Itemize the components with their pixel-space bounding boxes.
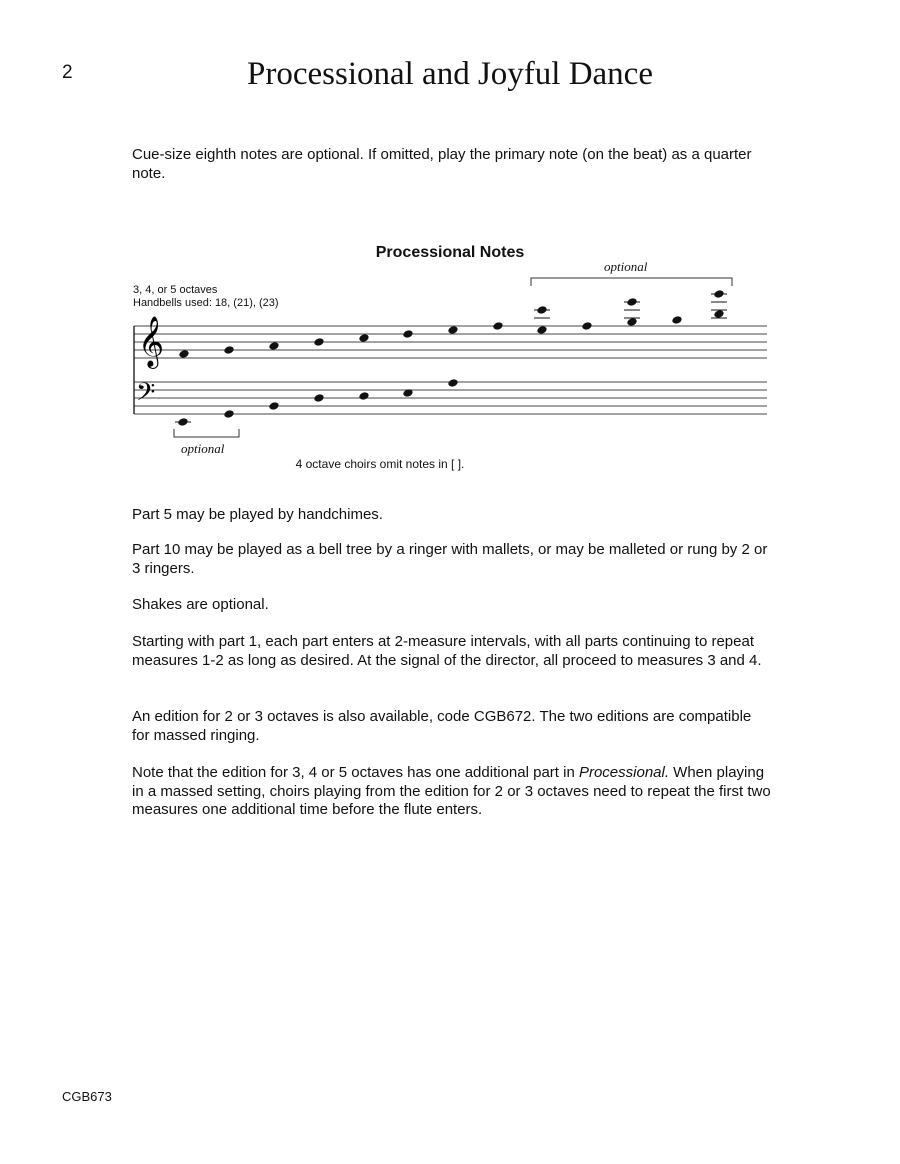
processional-notes-figure [125,238,775,478]
optional-bracket-bottom [174,429,239,437]
note [626,317,637,327]
note [447,378,458,388]
note [713,289,724,299]
note [268,341,279,351]
note [313,393,324,403]
note [177,417,188,427]
optional-bottom-label: optional [181,441,225,456]
note [223,345,234,355]
page-number: 2 [62,62,73,83]
note [536,305,547,315]
note [713,309,724,319]
note [626,297,637,307]
note [492,321,503,331]
footer-code: CGB673 [62,1089,112,1104]
note [536,325,547,335]
paragraph-bell-tree: Part 10 may be played as a bell tree by a ringer with mallets, or may be malleted or rung by 2 or 3 ringers. [132,541,768,577]
note [671,315,682,325]
paragraph-shakes: Shakes are optional. [132,596,269,613]
handbells-label: Handbells used: 18, (21), (23) [133,297,279,309]
note [447,325,458,335]
bass-notes [175,378,459,427]
octaves-label: 3, 4, or 5 octaves [133,284,218,296]
optional-bracket-top [531,278,732,286]
bass-staff-lines [134,382,767,414]
paragraph-entries: Starting with part 1, each part enters at 2-measure intervals, with all parts continuing to repeat measures 1-2 as long as desired. At the signal of the director, all proceed to measures 3 and 4. [132,633,762,669]
note [358,391,369,401]
paragraph-massed [132,764,772,820]
figure-title: Processional Notes [375,244,525,261]
note [313,337,324,347]
intro-paragraph: Cue-size eighth notes are optional. If omitted, play the primary note (on the beat) as a quarter note. [132,146,752,182]
paragraph-handchimes: Part 5 may be played by handchimes. [132,506,383,523]
note [581,321,592,331]
page-title: Processional and Joyful Dance [247,56,653,92]
note [402,329,413,339]
bass-clef: 𝄢 [136,378,156,413]
massed-text-end: When playing in a massed setting, choirs playing from the edition for 2 or 3 octaves need to repeat the first two measures one additional time before the flute enters. [132,764,771,818]
figure-caption: 4 octave choirs omit notes in [ ]. [295,457,465,471]
note [268,401,279,411]
optional-top-label: optional [604,259,648,274]
note [178,349,189,359]
note [223,409,234,419]
paragraph-edition: An edition for 2 or 3 octaves is also available, code CGB672. The two editions are compatible for massed ringing. [132,708,752,744]
treble-clef: 𝄞 [138,316,165,367]
massed-text-start: Note that the edition for 3, 4 or 5 octaves has one additional part in [132,764,579,781]
massed-text-title: Processional. [578,764,669,781]
note [358,333,369,343]
grand-staff [125,238,775,478]
treble-notes [178,289,727,359]
